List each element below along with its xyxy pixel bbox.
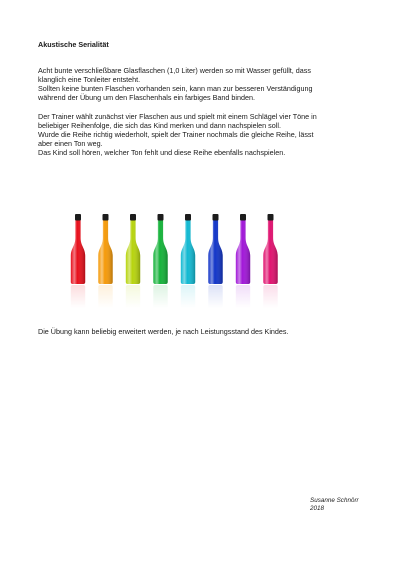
bottle-cap	[240, 214, 246, 221]
paragraph-setup	[38, 67, 368, 103]
signature	[310, 497, 359, 513]
author-year: 2018	[310, 505, 325, 512]
bottle-cap	[213, 214, 219, 221]
text-line: während der Übung um den Flaschenhals ein farbiges Band binden.	[38, 92, 255, 102]
bottle-shine	[208, 220, 222, 284]
bottle-cap	[130, 214, 136, 221]
paragraph-procedure	[38, 113, 368, 158]
bottle-shine	[98, 220, 112, 284]
text-line: Sollten keine bunten Flaschen vorhanden sein, kann man zur besseren Verständigung	[38, 83, 313, 93]
bottle-shine	[263, 220, 277, 284]
text-line: aber einen Ton weg.	[38, 138, 103, 148]
bottles-illustration	[68, 212, 294, 308]
text-line: klanglich eine Tonleiter entsteht.	[38, 74, 141, 84]
text-line: Das Kind soll hören, welcher Ton fehlt und diese Reihe ebenfalls nachspielen.	[38, 147, 286, 157]
text-line: Wurde die Reihe richtig wiederholt, spielt der Trainer nochmals die gleiche Reihe, lässt	[38, 129, 314, 139]
bottle-shine	[71, 220, 85, 284]
text-line: Acht bunte verschließbare Glasflaschen (1,0 Liter) werden so mit Wasser gefüllt, dass	[38, 66, 311, 75]
bottle-shine	[153, 220, 167, 284]
bottle-cap	[185, 214, 191, 221]
document-title: Akustische Serialität	[38, 40, 109, 49]
reflection-fade	[68, 285, 294, 308]
bottle-cap	[158, 214, 164, 221]
text-line: Der Trainer wählt zunächst vier Flaschen aus und spielt mit einem Schlägel vier Töne in	[38, 112, 317, 121]
bottle-shine	[126, 220, 140, 284]
paragraph-extension	[38, 328, 368, 337]
author-name: Susanne Schnörr	[310, 497, 359, 504]
bottle-cap	[103, 214, 109, 221]
text-line: beliebiger Reihenfolge, die sich das Kind merken und dann nachspielen soll.	[38, 120, 281, 130]
bottle-shine	[181, 220, 195, 284]
bottle-cap	[268, 214, 274, 221]
bottle-shine	[236, 220, 250, 284]
bottle-cap	[75, 214, 81, 221]
text-line: Die Übung kann beliebig erweitert werden, je nach Leistungsstand des Kindes.	[38, 327, 289, 336]
